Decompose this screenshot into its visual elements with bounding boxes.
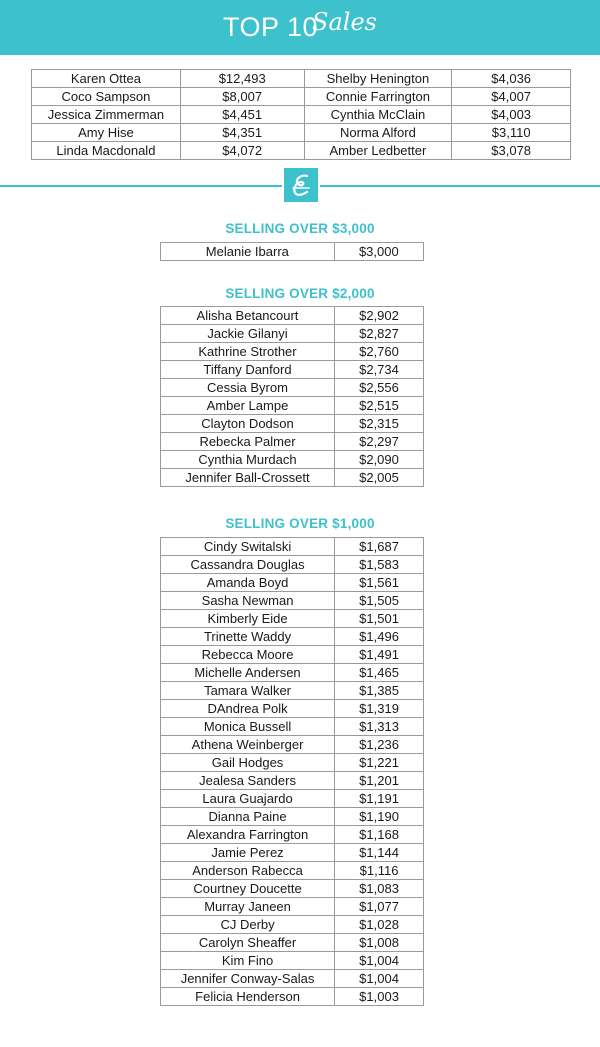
sales-amount: $4,007: [452, 88, 571, 106]
sales-amount: $1,319: [335, 700, 424, 718]
seller-name: Amanda Boyd: [161, 574, 335, 592]
table-row: [161, 934, 424, 952]
seller-name: Jennifer Conway-Salas: [161, 970, 335, 988]
sales-amount: $1,083: [335, 880, 424, 898]
sales-amount: $4,351: [180, 124, 304, 142]
seller-name: Rebecka Palmer: [161, 433, 335, 451]
sales-amount: $1,583: [335, 556, 424, 574]
sales-amount: $2,902: [334, 307, 423, 325]
seller-name: Coco Sampson: [32, 88, 181, 106]
seller-name: Cessia Byrom: [161, 379, 335, 397]
seller-name: Amber Lampe: [161, 397, 335, 415]
title-main: TOP 10: [222, 12, 319, 42]
seller-name: Melanie Ibarra: [161, 243, 335, 261]
table-row: [161, 451, 424, 469]
table-row: [161, 718, 424, 736]
table-row: [161, 808, 424, 826]
table-row: [161, 880, 424, 898]
sales-amount: $1,144: [335, 844, 424, 862]
sales-amount: $1,465: [335, 664, 424, 682]
seller-name: Amber Ledbetter: [304, 142, 452, 160]
header-banner: [0, 0, 600, 55]
table-row: [161, 826, 424, 844]
table-row: [161, 862, 424, 880]
table-row: [32, 142, 571, 160]
over-1000-table: [160, 537, 424, 1006]
seller-name: Kim Fino: [161, 952, 335, 970]
brand-logo-icon: [284, 168, 318, 202]
table-row: [32, 70, 571, 88]
table-row: [161, 736, 424, 754]
seller-name: Karen Ottea: [32, 70, 181, 88]
seller-name: Cynthia Murdach: [161, 451, 335, 469]
seller-name: Athena Weinberger: [161, 736, 335, 754]
seller-name: Dianna Paine: [161, 808, 335, 826]
divider-line-right: [320, 185, 600, 187]
sales-amount: $1,168: [335, 826, 424, 844]
table-row: [161, 754, 424, 772]
seller-name: Alexandra Farrington: [161, 826, 335, 844]
table-row: [161, 664, 424, 682]
table-row: [161, 361, 424, 379]
table-row: [161, 682, 424, 700]
table-row: [161, 916, 424, 934]
seller-name: Norma Alford: [304, 124, 452, 142]
table-row: [161, 646, 424, 664]
seller-name: Tiffany Danford: [161, 361, 335, 379]
sales-amount: $1,190: [335, 808, 424, 826]
sales-amount: $2,734: [334, 361, 423, 379]
seller-name: Jealesa Sanders: [161, 772, 335, 790]
table-row: [161, 772, 424, 790]
sales-amount: $1,687: [335, 538, 424, 556]
table-row: [161, 343, 424, 361]
table-row: [161, 307, 424, 325]
seller-name: Anderson Rabecca: [161, 862, 335, 880]
seller-name: Alisha Betancourt: [161, 307, 335, 325]
table-row: [32, 124, 571, 142]
seller-name: Jennifer Ball-Crossett: [161, 469, 335, 487]
sales-amount: $1,201: [335, 772, 424, 790]
table-row: [161, 415, 424, 433]
seller-name: Jamie Perez: [161, 844, 335, 862]
seller-name: Jessica Zimmerman: [32, 106, 181, 124]
sales-amount: $1,385: [335, 682, 424, 700]
seller-name: Carolyn Sheaffer: [161, 934, 335, 952]
sales-amount: $2,315: [334, 415, 423, 433]
sales-amount: $1,496: [335, 628, 424, 646]
table-row: [161, 538, 424, 556]
top10-table: [31, 69, 571, 160]
sales-amount: $12,493: [180, 70, 304, 88]
seller-name: Kathrine Strother: [161, 343, 335, 361]
table-row: [161, 700, 424, 718]
seller-name: Sasha Newman: [161, 592, 335, 610]
sales-amount: $1,003: [335, 988, 424, 1006]
seller-name: Laura Guajardo: [161, 790, 335, 808]
sales-amount: $1,561: [335, 574, 424, 592]
seller-name: Michelle Andersen: [161, 664, 335, 682]
sales-amount: $1,191: [335, 790, 424, 808]
seller-name: Cassandra Douglas: [161, 556, 335, 574]
table-row: [161, 325, 424, 343]
sales-amount: $1,313: [335, 718, 424, 736]
seller-name: Tamara Walker: [161, 682, 335, 700]
seller-name: DAndrea Polk: [161, 700, 335, 718]
sales-amount: $1,004: [335, 970, 424, 988]
table-row: [161, 379, 424, 397]
sales-amount: $8,007: [180, 88, 304, 106]
section-title-2000: SELLING OVER $2,000: [225, 286, 375, 301]
table-row: [161, 592, 424, 610]
seller-name: Monica Bussell: [161, 718, 335, 736]
sales-amount: $1,004: [335, 952, 424, 970]
seller-name: Murray Janeen: [161, 898, 335, 916]
sales-amount: $2,297: [334, 433, 423, 451]
table-row: [161, 433, 424, 451]
sales-amount: $2,005: [334, 469, 423, 487]
seller-name: Kimberly Eide: [161, 610, 335, 628]
seller-name: Amy Hise: [32, 124, 181, 142]
table-row: [161, 988, 424, 1006]
table-row: [161, 844, 424, 862]
table-row: [161, 790, 424, 808]
table-row: [32, 88, 571, 106]
table-row: [161, 574, 424, 592]
sales-amount: $2,827: [334, 325, 423, 343]
table-row: [161, 469, 424, 487]
table-row: [161, 243, 424, 261]
sales-amount: $2,760: [334, 343, 423, 361]
sales-amount: $3,000: [334, 243, 423, 261]
sales-amount: $2,090: [334, 451, 423, 469]
sales-amount: $2,515: [334, 397, 423, 415]
sales-amount: $1,077: [335, 898, 424, 916]
sales-amount: $1,501: [335, 610, 424, 628]
page-title: [222, 8, 377, 43]
sales-amount: $4,451: [180, 106, 304, 124]
sales-amount: $1,008: [335, 934, 424, 952]
table-row: [32, 106, 571, 124]
sales-amount: $2,556: [334, 379, 423, 397]
sales-amount: $4,003: [452, 106, 571, 124]
table-row: [161, 952, 424, 970]
divider-line-left: [0, 185, 282, 187]
table-row: [161, 610, 424, 628]
seller-name: Gail Hodges: [161, 754, 335, 772]
sales-amount: $4,072: [180, 142, 304, 160]
title-script: Sales: [312, 8, 377, 36]
seller-name: Clayton Dodson: [161, 415, 335, 433]
table-row: [161, 397, 424, 415]
seller-name: Jackie Gilanyi: [161, 325, 335, 343]
seller-name: Courtney Doucette: [161, 880, 335, 898]
table-row: [161, 556, 424, 574]
sales-amount: $4,036: [452, 70, 571, 88]
sales-amount: $1,505: [335, 592, 424, 610]
seller-name: Trinette Waddy: [161, 628, 335, 646]
over-3000-table: [160, 242, 424, 261]
sales-amount: $1,491: [335, 646, 424, 664]
sales-amount: $1,221: [335, 754, 424, 772]
table-row: [161, 628, 424, 646]
table-row: [161, 970, 424, 988]
seller-name: Rebecca Moore: [161, 646, 335, 664]
seller-name: Felicia Henderson: [161, 988, 335, 1006]
sales-amount: $3,110: [452, 124, 571, 142]
seller-name: Cynthia McClain: [304, 106, 452, 124]
sales-amount: $1,028: [335, 916, 424, 934]
section-title-3000: SELLING OVER $3,000: [225, 221, 375, 236]
seller-name: Connie Farrington: [304, 88, 452, 106]
sales-amount: $1,236: [335, 736, 424, 754]
sales-amount: $3,078: [452, 142, 571, 160]
seller-name: Cindy Switalski: [161, 538, 335, 556]
section-title-1000: SELLING OVER $1,000: [225, 516, 375, 531]
seller-name: CJ Derby: [161, 916, 335, 934]
seller-name: Linda Macdonald: [32, 142, 181, 160]
over-2000-table: [160, 306, 424, 487]
table-row: [161, 898, 424, 916]
sales-amount: $1,116: [335, 862, 424, 880]
seller-name: Shelby Henington: [304, 70, 452, 88]
